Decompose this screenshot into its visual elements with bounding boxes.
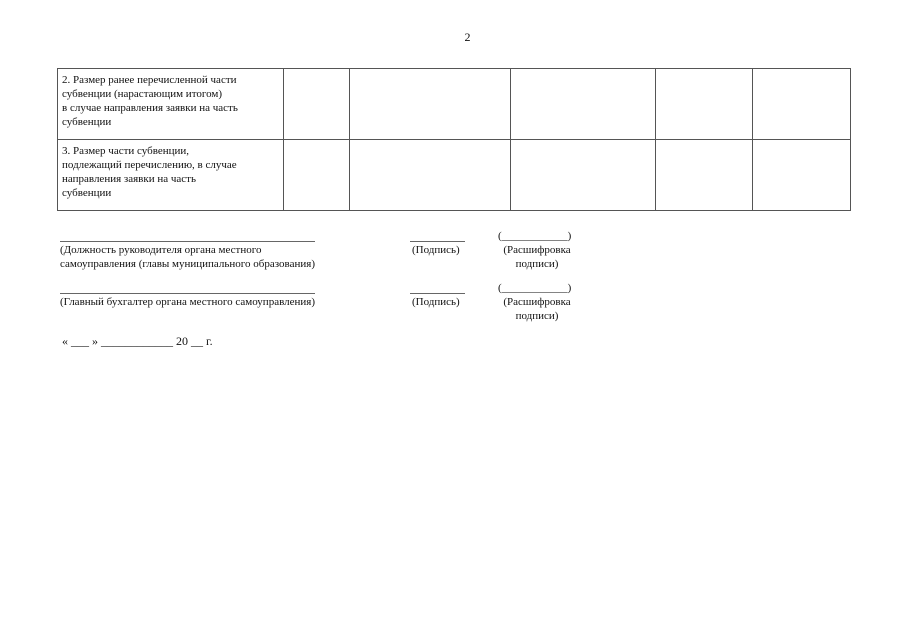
table-cell [753, 69, 851, 140]
row-label-line: 2. Размер ранее перечисленной части [62, 74, 237, 86]
table-cell [656, 69, 753, 140]
position-underline [60, 241, 315, 242]
table-cell [511, 69, 656, 140]
row-label-line: субвенции [62, 187, 112, 199]
table-cell [350, 69, 511, 140]
table-row [58, 69, 851, 140]
decoding-label: (Расшифровка [503, 296, 571, 308]
row-label-line: подлежащий перечислению, в случае [62, 159, 237, 171]
decoding-label: (Расшифровка [503, 244, 571, 256]
signature-label: (Подпись) [412, 244, 460, 256]
table-row [58, 140, 851, 211]
date-line: « ___ » ____________ 20 __ г. [62, 334, 213, 348]
decoding-blank: (____________) [498, 282, 572, 294]
report-table [57, 68, 851, 211]
position-label: (Должность руководителя органа местного [60, 244, 262, 256]
row-label-line: направления заявки на часть [62, 173, 196, 185]
signature-underline [410, 241, 465, 242]
page-number: 2 [464, 30, 471, 44]
table-cell [511, 140, 656, 211]
table-cell [753, 140, 851, 211]
table-cell [350, 140, 511, 211]
signature-underline [410, 293, 465, 294]
row-label-line: 3. Размер части субвенции, [62, 145, 190, 157]
table-cell [284, 69, 350, 140]
table-cell [656, 140, 753, 211]
row-label [58, 69, 284, 140]
position-underline [60, 293, 315, 294]
row-label-line: субвенции (нарастающим итогом) [62, 88, 223, 100]
decoding-blank: (____________) [498, 230, 572, 242]
position-label: самоуправления (главы муниципального образования) [60, 258, 315, 270]
row-label-line: субвенции [62, 116, 112, 128]
decoding-label: подписи) [515, 258, 559, 270]
table-cell [284, 140, 350, 211]
signature-label: (Подпись) [412, 296, 460, 308]
row-label [58, 140, 284, 211]
decoding-label: подписи) [515, 310, 559, 322]
row-label-line: в случае направления заявки на часть [62, 102, 238, 114]
position-label: (Главный бухгалтер органа местного самоуправления) [60, 296, 315, 308]
